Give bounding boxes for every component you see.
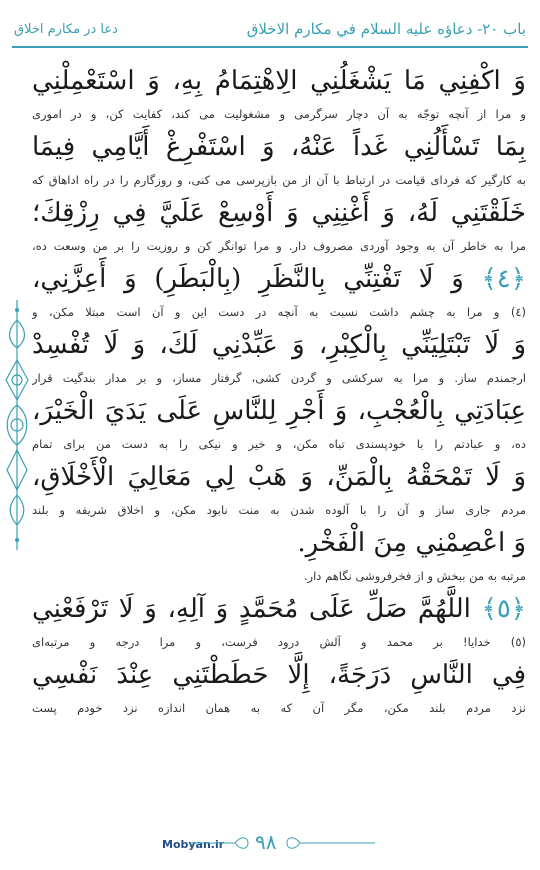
arabic-verse-line (32, 586, 526, 632)
line-text: عِبَادَتِي بِالْعُجْبِ، وَ أَجْرِ لِلنَّاسِ عَلَى يَدَيَ الْخَيْرَ، (32, 396, 526, 426)
line-text: وَ لَا تَمْحَقْهُ بِالْمَنِّ، وَ هَبْ لِي مَعَالِيَ الْأَخْلَاقِ، (32, 462, 526, 492)
line-text: وَ لَا تَبْتَلِيَنِّي بِالْكِبْرِ، وَ عَبِّدْنِي لَكَ، وَ لَا تُفْسِدْ (32, 330, 526, 360)
line-text: وَ اكْفِنِي مَا يَشْغَلُنِي الِاهْتِمَامُ بِهِ، وَ اسْتَعْمِلْنِي (32, 66, 526, 96)
line-text: وَ اعْصِمْنِي مِنَ الْفَخْرِ. (297, 528, 526, 558)
section-title: دعا در مکارم اخلاق (14, 22, 118, 37)
arabic-verse-line (32, 388, 526, 434)
persian-translation-line (32, 434, 526, 454)
line-text: نزد مردم بلند مکن، مگر آن که به همان اندازه نزد خودم پست (32, 701, 526, 715)
line-text: و مرا از آنچه توجّه به آن دچار سرگرمی و مشغولیت می کند، کفایت کن، و در اموری (32, 107, 526, 121)
page-body (32, 58, 526, 718)
page-header (14, 16, 526, 46)
page-footer (0, 828, 540, 858)
line-text: مرا به خاطر آن به وجود آوردی مصروف دار. و مرا توانگر کن و روزیت را بر من وسعت ده، (32, 239, 526, 253)
arabic-verse-line (32, 652, 526, 698)
persian-translation-line (32, 170, 526, 190)
persian-translation-line (32, 236, 526, 256)
arabic-verse-line (32, 520, 526, 566)
footer-ornament-right-icon (285, 836, 375, 850)
arabic-verse-line (32, 58, 526, 104)
line-text: (٥) خدایا! بر محمد و آلش درود فرست، و مرا درجه و مرتبه‌ای (32, 635, 526, 649)
brand-logo: Mobyan.ir (162, 838, 225, 851)
footer-ornament-left-icon (190, 836, 250, 850)
line-text: مردم جاری ساز و آن را با آلوده شدن به منت نابود مکن، و اخلاق شریفه و بلند (32, 503, 526, 517)
persian-translation-line (32, 302, 526, 322)
line-text: ارجمندم ساز. و مرا به سرکشی و گردن کشی، گرفتار مساز، و بر مدار بندگیت قرار (32, 371, 526, 385)
arabic-verse-line (32, 454, 526, 500)
arabic-verse-line (32, 256, 526, 302)
line-text: وَ لَا تَفْتِنِّي بِالنَّظَرِ (بِالْبَطَرِ) وَ أَعِزَّنِي، (32, 264, 464, 294)
verse-number: ﴿٥﴾ (481, 594, 526, 624)
side-ornament-icon (2, 300, 32, 550)
arabic-verse-line (32, 124, 526, 170)
line-text: ده، و عبادتم را با خودپسندی تباه مکن، و خیر و نیکی را به دست من برای تمام (32, 437, 526, 451)
persian-translation-line (32, 500, 526, 520)
arabic-verse-line (32, 190, 526, 236)
line-text: خَلَقْتَنِي لَهُ، وَ أَغْنِنِي وَ أَوْسِعْ عَلَيَّ فِي رِزْقِكَ؛ (32, 198, 526, 228)
chapter-title: باب ۲۰- دعاؤه عليه السلام في مكارم الاخلاق (246, 20, 526, 38)
line-text: اللَّهُمَّ صَلِّ عَلَى مُحَمَّدٍ وَ آلِهِ، وَ لَا تَرْفَعْنِي (32, 594, 471, 624)
line-text: به کارگیر که فردای قیامت در ارتباط با آن از من بازپرسی می کنی، و روزگارم را در راه اداهاق که (32, 173, 526, 187)
persian-translation-line (32, 566, 526, 586)
line-text: مرتبه به من ببخش و از فخرفروشی نگاهم دار. (303, 569, 526, 583)
verse-number: ﴿٤﴾ (481, 264, 526, 294)
page-number: ۹۸ (255, 830, 277, 854)
line-text: فِي النَّاسِ دَرَجَةً، إِلَّا حَطَطْتَنِي عِنْدَ نَفْسِي (32, 660, 526, 690)
header-divider (12, 46, 528, 48)
line-text: بِمَا تَسْأَلُنِي غَداً عَنْهُ، وَ اسْتَفْرِغْ أَيَّامِي فِيمَا (32, 132, 526, 162)
persian-translation-line (32, 368, 526, 388)
line-text: (٤) و مرا به چشم داشت نسبت به آنچه در دست این و آن است مبتلا مکن، و (32, 305, 526, 319)
persian-translation-line (32, 632, 526, 652)
persian-translation-line (32, 104, 526, 124)
arabic-verse-line (32, 322, 526, 368)
persian-translation-line (32, 698, 526, 718)
